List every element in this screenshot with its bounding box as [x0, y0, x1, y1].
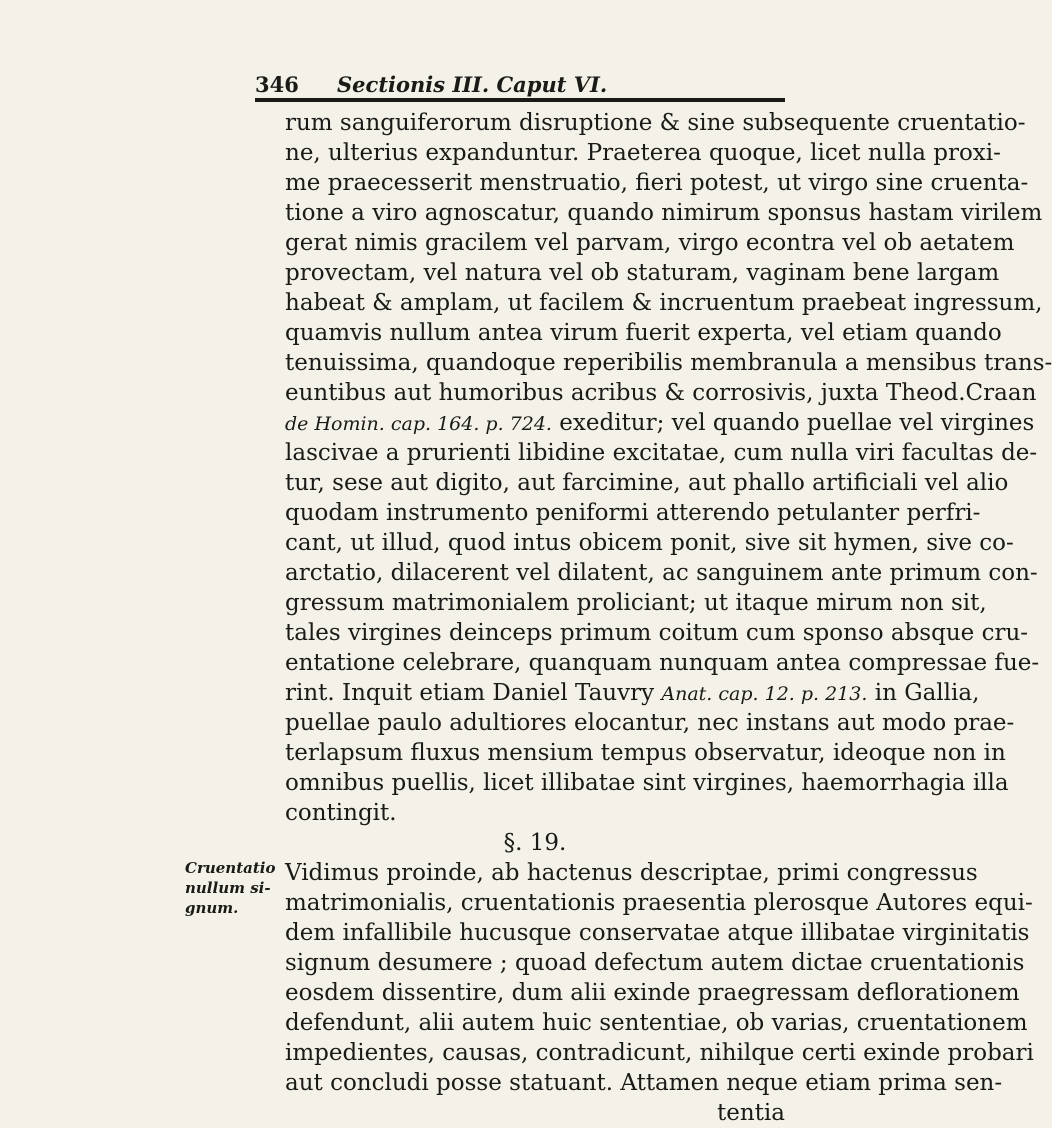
text-line: Vidimus proinde, ab hactenus descriptae, primi congressus	[285, 860, 978, 886]
text-line: rum sanguiferorum disruptione & sine subsequente cruentatio-	[285, 110, 1026, 136]
text-line: tur, sese aut digito, aut farcimine, aut phallo artificiali vel alio	[285, 470, 1009, 496]
text-line: matrimonialis, cruentationis praesentia plerosque Autores equi-	[285, 890, 1033, 916]
text-line: gressum matrimonialem proliciant; ut itaque mirum non sit,	[285, 590, 987, 616]
citation-rest: exeditur; vel quando puellae vel virgines	[551, 410, 1035, 436]
header-rule	[255, 98, 785, 102]
text-line: ne, ulterius expanduntur. Praeterea quoque, licet nulla proxi-	[285, 140, 1001, 166]
page-number: 346	[255, 72, 299, 97]
text-line: tales virgines deinceps primum coitum cum sponso absque cru-	[285, 620, 1029, 646]
text-line: euntibus aut humoribus acribus & corrosivis, juxta Theod.Craan	[285, 380, 1037, 406]
text-line: aut concludi posse statuant. Attamen neque etiam prima sen-	[285, 1070, 1003, 1096]
text-line: terlapsum fluxus mensium tempus observatur, ideoque non in	[285, 740, 1006, 766]
margin-note-line: gnum.	[185, 899, 239, 917]
paragraph-number: §. 19.	[503, 830, 567, 856]
text-line-citation	[285, 678, 980, 708]
text-line: omnibus puellis, licet illibatae sint virgines, haemorrhagia illa	[285, 770, 1009, 796]
margin-note-line: Cruentatio	[185, 859, 276, 877]
text-line: cant, ut illud, quod intus obicem ponit, sive sit hymen, sive co-	[285, 530, 1014, 556]
text-line: contingit.	[285, 800, 397, 826]
text-line: lascivae a prurienti libidine excitatae, cum nulla viri facultas de-	[285, 440, 1038, 466]
text-line: entatione celebrare, quanquam nunquam antea compressae fue-	[285, 650, 1040, 676]
text-line: me praecesserit menstruatio, fieri potest, ut virgo sine cruenta-	[285, 170, 1029, 196]
section-title: Sectionis III. Caput VI.	[337, 72, 608, 97]
text-line: arctatio, dilacerent vel dilatent, ac sanguinem ante primum con-	[285, 560, 1038, 586]
text-line: quodam instrumento peniformi atterendo petulanter perfri-	[285, 500, 981, 526]
text-line: provectam, vel natura vel ob staturam, vaginam bene largam	[285, 260, 1000, 286]
text-line: puellae paulo adultiores elocantur, nec instans aut modo prae-	[285, 710, 1015, 736]
text-line: eosdem dissentire, dum alii exinde praegressam deflorationem	[285, 980, 1020, 1006]
text-line: signum desumere ; quoad defectum autem dictae cruentationis	[285, 950, 1025, 976]
text-line: impedientes, causas, contradicunt, nihilque certi exinde probari	[285, 1040, 1034, 1066]
margin-note-line: nullum si-	[185, 879, 271, 897]
text-line: tenuissima, quandoque reperibilis membranula a mensibus trans-	[285, 350, 1052, 376]
text-line: defendunt, alii autem huic sententiae, ob varias, cruentationem	[285, 1010, 1028, 1036]
text-line: gerat nimis gracilem vel parvam, virgo econtra vel ob aetatem	[285, 230, 1015, 256]
tauvry-pre: rint. Inquit etiam Daniel Tauvry	[285, 680, 662, 706]
text-line: quamvis nullum antea virum fuerit experta, vel etiam quando	[285, 320, 1002, 346]
running-header	[255, 68, 795, 102]
text-line: tione a viro agnoscatur, quando nimirum sponsus hastam virilem	[285, 200, 1043, 226]
body-text	[285, 108, 1052, 1128]
citation: de Homin. cap. 164. p. 724.	[285, 413, 552, 435]
tauvry-post: in Gallia,	[867, 680, 980, 706]
text-line: dem infallibile hucusque conservatae atque illibatae virginitatis	[285, 920, 1030, 946]
text-line: habeat & amplam, ut facilem & incruentum praebeat ingressum,	[285, 290, 1043, 316]
text-line-citation	[285, 408, 1035, 438]
citation: Anat. cap. 12. p. 213.	[661, 683, 868, 705]
catchword: tentia	[717, 1100, 785, 1126]
margin-note	[185, 858, 285, 918]
